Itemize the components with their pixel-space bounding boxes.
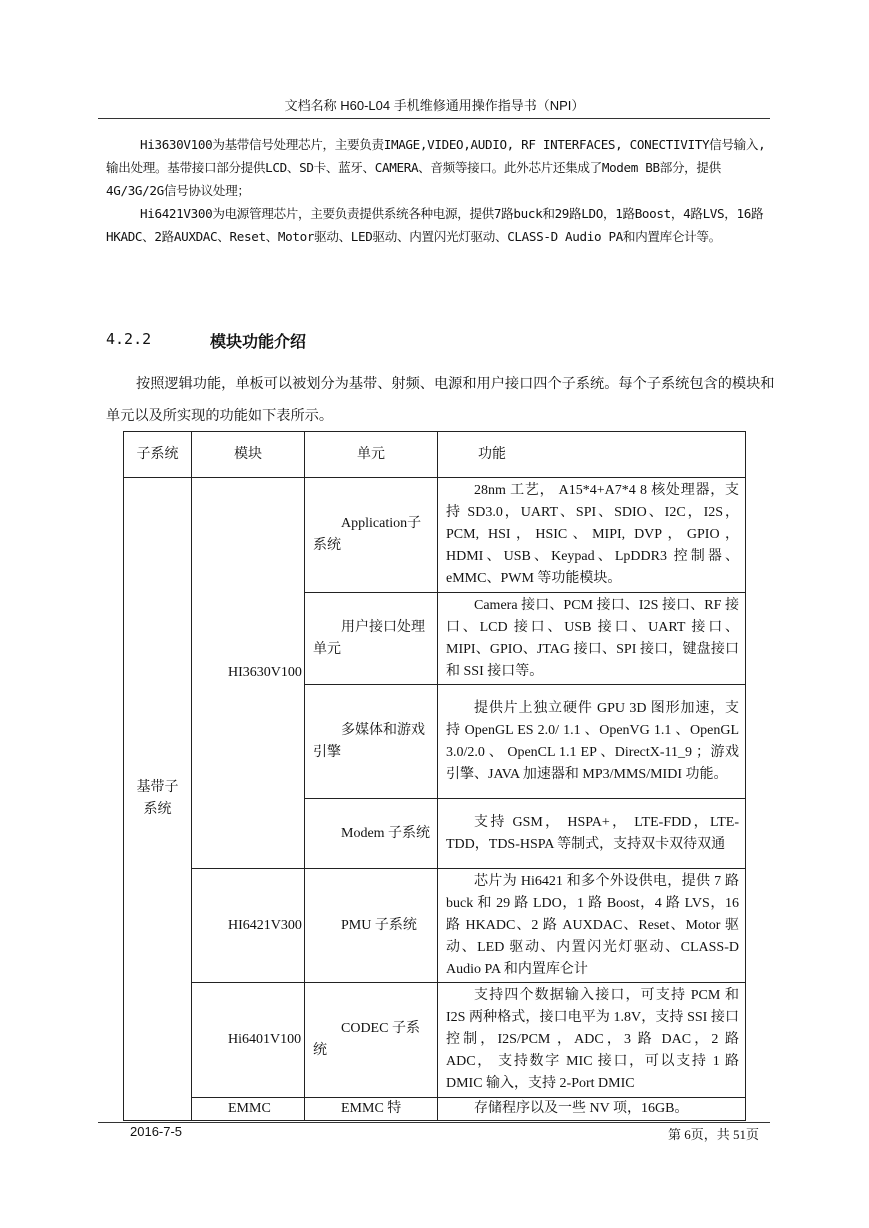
footer-date: 2016-7-5: [130, 1124, 183, 1139]
header-divider: [98, 118, 770, 119]
unit-cell: CODEC 子系统: [305, 983, 438, 1098]
unit-cell: 用户接口处理单元: [305, 593, 438, 685]
module-cell: EMMC: [192, 1098, 305, 1121]
function-text: Camera 接口、PCM 接口、I2S 接口、RF 接口、LCD 接口、USB 接口、UART 接口、MIPI、GPIO、JTAG 接口、SPI 接口，键盘接口和 SSI 接口等。: [446, 597, 739, 679]
function-text: 芯片为 Hi6421 和多个外设供电，提供 7 路 buck 和 29 路 LDO，1 路 Boost，4 路 LVS，16 路 HKADC、2 路 AUXDAC、Reset、Motor 驱动、LED 驱动、内置闪光灯驱动、CLASS-D Audio PA 和内置库仑计: [446, 873, 739, 977]
function-text: 存储程序以及一些 NV 项，16GB。: [474, 1101, 689, 1116]
unit-cell: Application子系统: [305, 478, 438, 593]
module-cell: HI3630V100: [192, 478, 305, 869]
paragraph-hi6421: Hi6421V300为电源管理芯片，主要负责提供系统各种电源，提供7路buck和29路LDO，1路Boost，4路LVS，16路 HKADC、2路AUXDAC、Reset、Motor驱动、LED驱动、内置闪光灯驱动、CLASS-D Audio PA和内置库仑计等。: [106, 206, 764, 244]
section-title: 模块功能介绍: [210, 332, 307, 351]
footer-page-number: 第 6页，共 51页: [668, 1127, 760, 1142]
intro-paragraph: [106, 368, 776, 432]
header-module: 模块: [192, 432, 305, 478]
header-unit: 单元: [305, 432, 438, 478]
function-text: 支持四个数据输入接口，可支持 PCM 和 I2S 两种格式，接口电平为 1.8V，支持 SSI 接口控制，I2S/PCM ，ADC，3 路 DAC，2 路 ADC， 支持数字 MIC 接口，可以支持 1 路 DMIC 输入，支持 2-Port DMIC: [446, 988, 739, 1091]
section-number: 4.2.2: [106, 330, 152, 348]
paragraph-hi3630: Hi3630V100为基带信号处理芯片，主要负责IMAGE,VIDEO,AUDIO, RF INTERFACES, CONECTIVITY信号输入,输出处理。基带接口部分提供LCD、SD卡、蓝牙、CAMERA、音频等接口。此外芯片还集成了Modem BB部分，提供4G/3G/2G信号协议处理；: [106, 137, 766, 198]
unit-cell: Modem 子系统: [305, 799, 438, 869]
function-text: 支持 GSM， HSPA+， LTE-FDD，LTE-TDD，TDS-HSPA 等制式，支持双卡双待双通: [446, 814, 739, 852]
document-header: 文档名称 H60-L04 手机维修通用操作指导书（NPI）: [284, 98, 585, 113]
unit-cell: PMU 子系统: [305, 869, 438, 983]
table-row: [124, 869, 746, 983]
unit-cell: 多媒体和游戏引擎: [305, 685, 438, 799]
module-cell: Hi6401V100: [192, 983, 305, 1098]
function-text: 28nm 工艺， A15*4+A7*4 8 核处理器，支持 SD3.0，UART、SPI、SDIO、I2C，I2S，PCM, HSI，HSIC、MIPI, DVP，GPIO，HDMI、USB、Keypad、LpDDR3 控制器、eMMC、PWM 等功能模块。: [446, 483, 739, 586]
module-table: [123, 431, 746, 1121]
function-cell: [438, 799, 746, 869]
header-subsystem: 子系统: [124, 432, 192, 478]
function-cell: [438, 983, 746, 1098]
unit-cell: EMMC 特: [305, 1098, 438, 1121]
function-cell: [438, 869, 746, 983]
intro-text: 按照逻辑功能，单板可以被划分为基带、射频、电源和用户接口四个子系统。每个子系统包含的模块和单元以及所实现的功能如下表所示。: [106, 376, 775, 424]
table-row: [124, 983, 746, 1098]
function-text: 提供片上独立硬件 GPU 3D 图形加速，支持 OpenGL ES 2.0/ 1.1 、OpenVG 1.1 、OpenGL 3.0/2.0 、 OpenCL 1.1 EP 、DirectX-11_9 ；游戏引擎、JAVA 加速器和 MP3/MMS/MIDI 功能。: [446, 700, 739, 782]
function-cell: [438, 685, 746, 799]
table-row: [124, 478, 746, 593]
module-cell: HI6421V300: [192, 869, 305, 983]
function-cell: [438, 478, 746, 593]
table-row: [124, 1098, 746, 1121]
subsystem-cell: 基带子系统: [124, 478, 192, 1121]
body-paragraphs: [106, 133, 768, 248]
function-cell: [438, 1098, 746, 1121]
table-header-row: [124, 432, 746, 478]
function-cell: [438, 593, 746, 685]
header-function: 功能: [438, 432, 746, 478]
footer-divider: [98, 1122, 770, 1123]
